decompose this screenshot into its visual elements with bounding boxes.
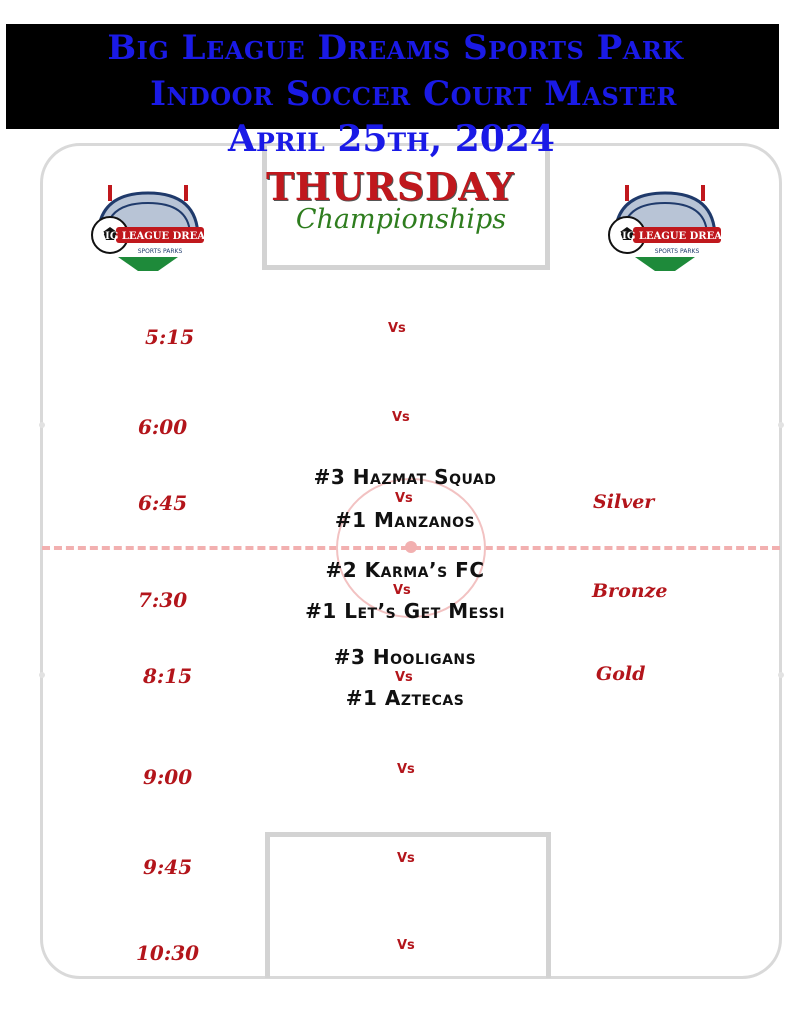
match-time: 10:30 — [136, 941, 200, 965]
medal-label: Gold — [596, 663, 646, 685]
match-time: 6:45 — [138, 491, 188, 515]
medal-label: Silver — [593, 491, 655, 513]
big-league-dreams-logo-left — [88, 183, 224, 273]
vs-label: Vs — [397, 762, 415, 777]
court-tick — [39, 422, 45, 428]
vs-label: Vs — [393, 583, 411, 598]
match-time: 9:45 — [143, 855, 193, 879]
team-home: #2 Karma’s FC — [325, 558, 485, 582]
team-away: #1 Aztecas — [345, 686, 465, 710]
match-time: 5:15 — [145, 325, 195, 349]
header-line-2: Indoor Soccer Court Master — [150, 74, 677, 114]
logo-text: BIG LEAGUE DREAMS — [613, 231, 741, 242]
vs-label: Vs — [395, 670, 413, 685]
team-away: #1 Manzanos — [334, 508, 476, 532]
header-line-1: Big League Dreams Sports Park — [107, 28, 684, 68]
center-spot — [405, 541, 417, 553]
event-date: April 25th, 2024 — [228, 118, 555, 160]
match-time: 9:00 — [143, 765, 193, 789]
match-time: 7:30 — [138, 588, 188, 612]
big-league-dreams-logo-right — [605, 183, 741, 273]
day-title: THURSDAY — [265, 164, 514, 209]
vs-label: Vs — [392, 410, 410, 425]
logo-text: BIG LEAGUE DREAMS — [96, 231, 224, 242]
team-away: #1 Let’s Get Messi — [305, 599, 505, 623]
court-tick — [39, 672, 45, 678]
logo-subtext: SPORTS PARKS — [654, 248, 700, 255]
court-tick — [778, 672, 784, 678]
vs-label: Vs — [397, 851, 415, 866]
vs-label: Vs — [397, 938, 415, 953]
match-time: 8:15 — [143, 664, 193, 688]
team-home: #3 Hooligans — [333, 645, 477, 669]
court-tick — [778, 422, 784, 428]
vs-label: Vs — [388, 321, 406, 336]
medal-label: Bronze — [592, 580, 668, 602]
vs-label: Vs — [395, 491, 413, 506]
team-home: #3 Hazmat Squad — [313, 465, 497, 489]
logo-subtext: SPORTS PARKS — [137, 248, 183, 255]
match-time: 6:00 — [138, 415, 188, 439]
championships-subtitle: Championships — [295, 204, 507, 235]
